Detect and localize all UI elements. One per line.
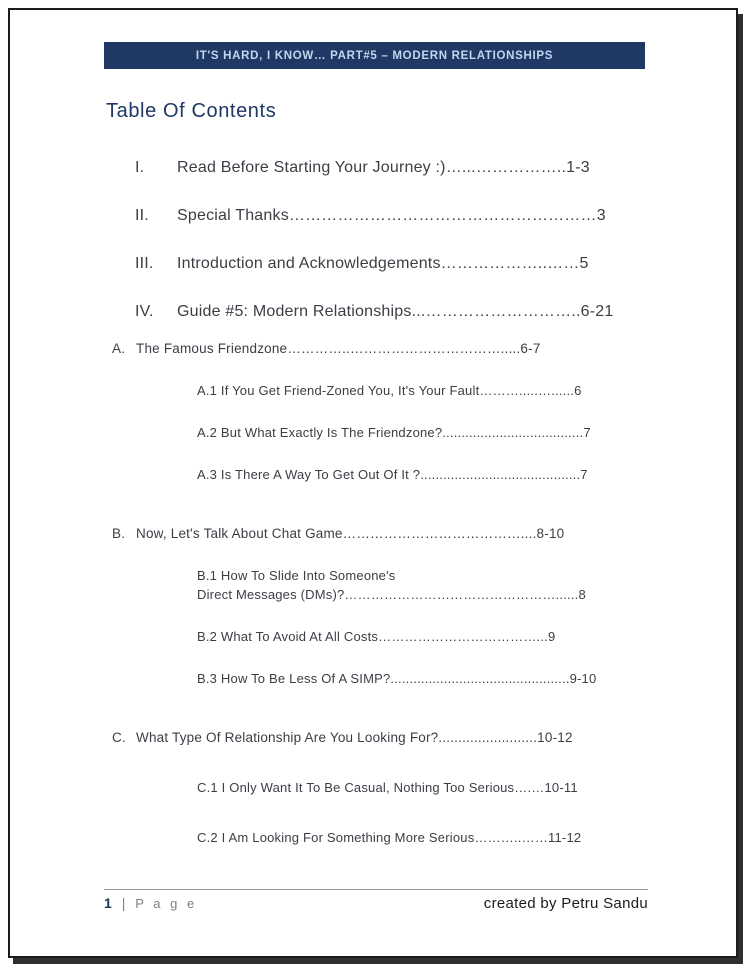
toc-section-label: B. xyxy=(112,526,126,541)
page-word: P a g e xyxy=(135,896,198,911)
toc-section-text: Now, Let's Talk About Chat Game…………………………………....8-10 xyxy=(136,526,565,541)
toc-section-heading[interactable] xyxy=(112,340,657,357)
toc-section-heading[interactable] xyxy=(112,525,657,542)
toc-subsections xyxy=(112,340,657,846)
page-number-label xyxy=(104,895,197,911)
toc-entry-3[interactable] xyxy=(135,254,655,274)
toc-section-text: What Type Of Relationship Are You Looking For?.........................10-12 xyxy=(136,730,573,745)
toc-section-heading[interactable] xyxy=(112,729,657,746)
toc-entry-4[interactable] xyxy=(135,302,655,322)
page-title: Table Of Contents xyxy=(106,100,277,122)
toc-subentry-continuation[interactable]: Direct Messages (DMs)?…………………………………………......8 xyxy=(197,587,586,602)
toc-entry-numeral: IV. xyxy=(135,303,154,320)
toc-entry-text: Introduction and Acknowledgements………………..……5 xyxy=(177,255,589,272)
credit-text: created by Petru Sandu xyxy=(483,895,648,912)
toc-entry-1[interactable] xyxy=(135,158,655,178)
toc-subentry[interactable]: A.1 If You Get Friend-Zoned You, It's Your Fault……….....…......6 xyxy=(197,383,582,398)
toc-entry-text: Special Thanks…………………………………………………3 xyxy=(177,207,606,224)
toc-entry-numeral: I. xyxy=(135,159,145,176)
toc-section-b xyxy=(112,525,657,687)
toc-subentry[interactable]: C.2 I Am Looking For Something More Serious………..……11-12 xyxy=(197,830,582,845)
toc-section-text: The Famous Friendzone…………..…………………………….....6-7 xyxy=(136,341,541,356)
footer-divider xyxy=(104,889,648,890)
toc-subentry[interactable]: B.3 How To Be Less Of A SIMP?...............................................9-10 xyxy=(197,671,597,686)
toc-subentry[interactable]: A.3 Is There A Way To Get Out Of It ?..........................................7 xyxy=(197,467,588,482)
toc-subentry[interactable]: B.1 How To Slide Into Someone's xyxy=(197,568,396,583)
toc-section-a xyxy=(112,340,657,483)
header-banner xyxy=(104,42,645,69)
toc-subentry[interactable]: B.2 What To Avoid At All Costs………………………………...9 xyxy=(197,629,556,644)
toc-entry-text: Guide #5: Modern Relationships...………………………..6-21 xyxy=(177,303,614,320)
toc-main-list xyxy=(135,158,655,350)
toc-section-c xyxy=(112,729,657,846)
page-number-separator: | xyxy=(121,895,126,911)
header-banner-text: IT'S HARD, I KNOW… PART#5 – MODERN RELATIONSHIPS xyxy=(195,49,554,62)
toc-section-label: A. xyxy=(112,341,126,356)
toc-entry-2[interactable] xyxy=(135,206,655,226)
toc-entry-numeral: II. xyxy=(135,207,149,224)
page-footer xyxy=(104,895,648,912)
toc-subentry[interactable]: C.1 I Only Want It To Be Casual, Nothing Too Serious….…10-11 xyxy=(197,780,578,795)
page-number: 1 xyxy=(104,895,112,911)
toc-entry-numeral: III. xyxy=(135,255,154,272)
toc-section-label: C. xyxy=(112,730,126,745)
toc-entry-text: Read Before Starting Your Journey :)…...……………..1-3 xyxy=(177,159,590,176)
toc-subentry[interactable]: A.2 But What Exactly Is The Friendzone?.....................................7 xyxy=(197,425,591,440)
